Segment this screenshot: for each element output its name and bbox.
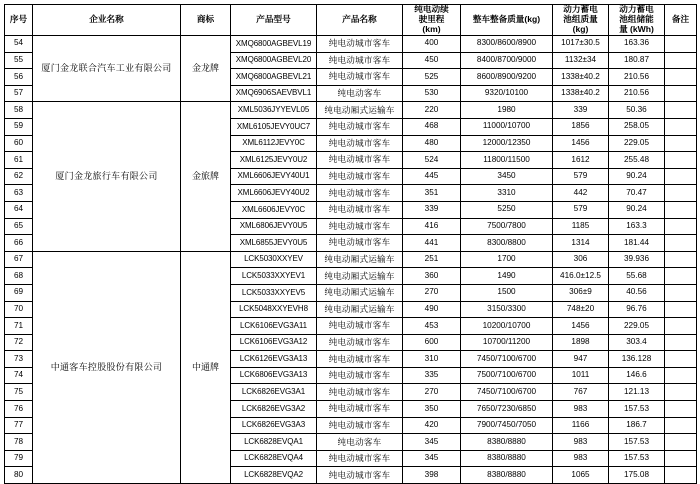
cell-index: 67 [5, 251, 33, 268]
cell-range: 270 [403, 284, 461, 301]
cell-product-name: 纯电动城市客车 [317, 36, 403, 53]
cell-range: 270 [403, 384, 461, 401]
cell-model: XML6105JEVY0UC7 [231, 118, 317, 135]
cell-range: 251 [403, 251, 461, 268]
cell-product-name: 纯电动城市客车 [317, 450, 403, 467]
cell-range: 525 [403, 69, 461, 86]
cell-curb-mass: 8300/8600/8900 [461, 36, 553, 53]
cell-range: 350 [403, 401, 461, 418]
cell-curb-mass: 8380/8880 [461, 467, 553, 484]
cell-battery-mass: 1166 [553, 417, 609, 434]
cell-range: 310 [403, 351, 461, 368]
cell-battery-mass: 306±9 [553, 284, 609, 301]
cell-remark [665, 69, 697, 86]
header-battery-energy-line3: 量 (kWh) [619, 23, 654, 34]
cell-battery-mass: 1456 [553, 135, 609, 152]
cell-product-name: 纯电动城市客车 [317, 168, 403, 185]
cell-remark [665, 218, 697, 235]
cell-product-name: 纯电动城市客车 [317, 318, 403, 335]
cell-range: 220 [403, 102, 461, 119]
cell-battery-energy: 181.44 [609, 235, 665, 252]
cell-remark [665, 401, 697, 418]
cell-remark [665, 251, 697, 268]
cell-remark [665, 467, 697, 484]
cell-range: 335 [403, 367, 461, 384]
cell-index: 68 [5, 268, 33, 285]
cell-battery-mass: 339 [553, 102, 609, 119]
cell-remark [665, 417, 697, 434]
header-battery-mass-line3: (kg) [572, 23, 589, 34]
cell-model: LCK6828EVQA2 [231, 467, 317, 484]
cell-index: 59 [5, 118, 33, 135]
cell-curb-mass: 8300/8800 [461, 235, 553, 252]
cell-battery-energy: 157.53 [609, 450, 665, 467]
table-row [5, 36, 697, 53]
cell-range: 530 [403, 85, 461, 102]
cell-battery-mass: 983 [553, 434, 609, 451]
table-row [5, 251, 697, 268]
cell-model: XML6606JEVY40U2 [231, 185, 317, 202]
cell-curb-mass: 1490 [461, 268, 553, 285]
cell-remark [665, 367, 697, 384]
cell-index: 63 [5, 185, 33, 202]
cell-remark [665, 351, 697, 368]
cell-battery-mass: 947 [553, 351, 609, 368]
cell-product-name: 纯电动城市客车 [317, 201, 403, 218]
cell-battery-energy: 255.48 [609, 152, 665, 169]
cell-product-name: 纯电动客车 [317, 85, 403, 102]
cell-remark [665, 152, 697, 169]
cell-range: 345 [403, 450, 461, 467]
cell-curb-mass: 10700/11200 [461, 334, 553, 351]
cell-battery-mass: 1338±40.2 [553, 85, 609, 102]
header-battery-mass-line1: 动力蓄电 [563, 4, 598, 15]
cell-battery-energy: 90.24 [609, 201, 665, 218]
cell-curb-mass: 1700 [461, 251, 553, 268]
cell-range: 420 [403, 417, 461, 434]
cell-company: 厦门金龙旅行车有限公司 [33, 102, 181, 251]
cell-battery-mass: 306 [553, 251, 609, 268]
cell-range: 453 [403, 318, 461, 335]
cell-brand: 金旅牌 [181, 102, 231, 251]
cell-range: 400 [403, 36, 461, 53]
cell-model: LCK6826EVG3A3 [231, 417, 317, 434]
cell-battery-mass: 1132±34 [553, 52, 609, 69]
header-battery-mass [553, 5, 609, 36]
cell-model: XML6606JEVY40U1 [231, 168, 317, 185]
cell-curb-mass: 11800/11500 [461, 152, 553, 169]
cell-battery-mass: 1856 [553, 118, 609, 135]
cell-battery-energy: 186.7 [609, 417, 665, 434]
cell-index: 69 [5, 284, 33, 301]
cell-product-name: 纯电动厢式运输车 [317, 251, 403, 268]
cell-model: XMQ6800AGBEVL19 [231, 36, 317, 53]
cell-range: 445 [403, 168, 461, 185]
cell-battery-energy: 136.128 [609, 351, 665, 368]
cell-battery-mass: 1612 [553, 152, 609, 169]
cell-curb-mass: 3310 [461, 185, 553, 202]
cell-index: 80 [5, 467, 33, 484]
cell-curb-mass: 8380/8880 [461, 450, 553, 467]
cell-index: 65 [5, 218, 33, 235]
cell-remark [665, 36, 697, 53]
cell-battery-energy: 96.76 [609, 301, 665, 318]
cell-index: 78 [5, 434, 33, 451]
cell-curb-mass: 3150/3300 [461, 301, 553, 318]
table-row [5, 102, 697, 119]
cell-remark [665, 434, 697, 451]
cell-index: 71 [5, 318, 33, 335]
cell-battery-energy: 163.3 [609, 218, 665, 235]
cell-model: LCK5033XXYEV5 [231, 284, 317, 301]
header-range-line2: 驶里程 [418, 14, 445, 25]
cell-remark [665, 235, 697, 252]
cell-battery-energy: 229.05 [609, 135, 665, 152]
cell-battery-mass: 1456 [553, 318, 609, 335]
cell-battery-energy: 40.56 [609, 284, 665, 301]
cell-model: XMQ6800AGBEVL20 [231, 52, 317, 69]
table-header-row [5, 5, 697, 36]
cell-range: 351 [403, 185, 461, 202]
cell-model: XMQ6906SAEVBVL1 [231, 85, 317, 102]
cell-battery-mass: 748±20 [553, 301, 609, 318]
cell-product-name: 纯电动城市客车 [317, 135, 403, 152]
cell-curb-mass: 7450/7100/6700 [461, 351, 553, 368]
cell-index: 64 [5, 201, 33, 218]
cell-model: LCK6126EVG3A13 [231, 351, 317, 368]
table-header [5, 5, 697, 36]
cell-curb-mass: 7450/7100/6700 [461, 384, 553, 401]
cell-battery-energy: 303.4 [609, 334, 665, 351]
cell-curb-mass: 7650/7230/6850 [461, 401, 553, 418]
cell-range: 524 [403, 152, 461, 169]
cell-index: 54 [5, 36, 33, 53]
cell-remark [665, 318, 697, 335]
cell-battery-mass: 983 [553, 401, 609, 418]
cell-remark [665, 334, 697, 351]
cell-battery-energy: 157.53 [609, 401, 665, 418]
cell-range: 360 [403, 268, 461, 285]
cell-index: 77 [5, 417, 33, 434]
cell-battery-energy: 121.13 [609, 384, 665, 401]
cell-model: XML6855JEVY0U5 [231, 235, 317, 252]
cell-brand: 中通牌 [181, 251, 231, 483]
cell-range: 416 [403, 218, 461, 235]
cell-remark [665, 185, 697, 202]
cell-product-name: 纯电动厢式运输车 [317, 301, 403, 318]
cell-model: LCK5030XXYEV [231, 251, 317, 268]
cell-product-name: 纯电动城市客车 [317, 351, 403, 368]
cell-battery-mass: 1898 [553, 334, 609, 351]
cell-curb-mass: 11000/10700 [461, 118, 553, 135]
cell-model: LCK6806EVG3A13 [231, 367, 317, 384]
cell-remark [665, 268, 697, 285]
cell-curb-mass: 5250 [461, 201, 553, 218]
cell-remark [665, 384, 697, 401]
cell-battery-energy: 210.56 [609, 69, 665, 86]
cell-curb-mass: 1500 [461, 284, 553, 301]
cell-curb-mass: 8600/8900/9200 [461, 69, 553, 86]
cell-remark [665, 52, 697, 69]
vehicle-spec-table [4, 4, 697, 484]
cell-battery-mass: 1017±30.5 [553, 36, 609, 53]
header-model: 产品型号 [231, 5, 317, 36]
header-battery-energy [609, 5, 665, 36]
cell-product-name: 纯电动城市客车 [317, 185, 403, 202]
cell-battery-energy: 163.36 [609, 36, 665, 53]
cell-battery-energy: 175.08 [609, 467, 665, 484]
cell-battery-energy: 229.05 [609, 318, 665, 335]
cell-model: XMQ6800AGBEVL21 [231, 69, 317, 86]
cell-product-name: 纯电动城市客车 [317, 417, 403, 434]
cell-model: XML6606JEVY0C [231, 201, 317, 218]
cell-battery-mass: 1314 [553, 235, 609, 252]
cell-battery-energy: 258.05 [609, 118, 665, 135]
cell-product-name: 纯电动城市客车 [317, 367, 403, 384]
cell-battery-energy: 146.6 [609, 367, 665, 384]
cell-product-name: 纯电动厢式运输车 [317, 268, 403, 285]
cell-curb-mass: 8400/8700/9000 [461, 52, 553, 69]
cell-product-name: 纯电动城市客车 [317, 152, 403, 169]
cell-battery-energy: 70.47 [609, 185, 665, 202]
cell-model: LCK6828EVQA4 [231, 450, 317, 467]
cell-range: 450 [403, 52, 461, 69]
header-battery-energy-line1: 动力蓄电 [619, 4, 654, 15]
cell-range: 600 [403, 334, 461, 351]
header-product-name: 产品名称 [317, 5, 403, 36]
cell-remark [665, 301, 697, 318]
cell-range: 480 [403, 135, 461, 152]
cell-index: 70 [5, 301, 33, 318]
cell-product-name: 纯电动城市客车 [317, 52, 403, 69]
cell-product-name: 纯电动城市客车 [317, 218, 403, 235]
cell-remark [665, 135, 697, 152]
cell-curb-mass: 8380/8880 [461, 434, 553, 451]
cell-model: XML6112JEVY0C [231, 135, 317, 152]
header-index: 序号 [5, 5, 33, 36]
cell-curb-mass: 7900/7450/7050 [461, 417, 553, 434]
header-range-line1: 纯电动续 [414, 4, 449, 15]
cell-index: 75 [5, 384, 33, 401]
cell-range: 398 [403, 467, 461, 484]
cell-curb-mass: 12000/12350 [461, 135, 553, 152]
cell-remark [665, 284, 697, 301]
cell-index: 74 [5, 367, 33, 384]
cell-battery-mass: 983 [553, 450, 609, 467]
header-brand: 商标 [181, 5, 231, 36]
cell-product-name: 纯电动城市客车 [317, 384, 403, 401]
cell-curb-mass: 1980 [461, 102, 553, 119]
cell-product-name: 纯电动城市客车 [317, 467, 403, 484]
header-curb-mass: 整车整备质量(kg) [461, 5, 553, 36]
cell-battery-mass: 1065 [553, 467, 609, 484]
cell-index: 73 [5, 351, 33, 368]
cell-curb-mass: 7500/7100/6700 [461, 367, 553, 384]
cell-brand: 金龙牌 [181, 36, 231, 102]
cell-battery-energy: 55.68 [609, 268, 665, 285]
header-range [403, 5, 461, 36]
cell-index: 57 [5, 85, 33, 102]
cell-index: 60 [5, 135, 33, 152]
cell-range: 441 [403, 235, 461, 252]
cell-battery-mass: 1185 [553, 218, 609, 235]
header-battery-energy-line2: 池组储能 [619, 14, 654, 25]
cell-product-name: 纯电动城市客车 [317, 334, 403, 351]
header-remark: 备注 [665, 5, 697, 36]
cell-curb-mass: 10200/10700 [461, 318, 553, 335]
cell-model: XML6125JEVY0U2 [231, 152, 317, 169]
cell-battery-energy: 157.53 [609, 434, 665, 451]
cell-index: 62 [5, 168, 33, 185]
cell-model: LCK6106EVG3A11 [231, 318, 317, 335]
cell-product-name: 纯电动城市客车 [317, 235, 403, 252]
table-body [5, 36, 697, 484]
header-battery-mass-line2: 池组质量 [563, 14, 598, 25]
cell-range: 345 [403, 434, 461, 451]
cell-index: 66 [5, 235, 33, 252]
cell-battery-mass: 416.0±12.5 [553, 268, 609, 285]
cell-remark [665, 118, 697, 135]
cell-model: LCK5048XXYEVH8 [231, 301, 317, 318]
cell-index: 58 [5, 102, 33, 119]
header-company: 企业名称 [33, 5, 181, 36]
cell-curb-mass: 9320/10100 [461, 85, 553, 102]
cell-remark [665, 168, 697, 185]
cell-range: 468 [403, 118, 461, 135]
cell-remark [665, 450, 697, 467]
cell-curb-mass: 3450 [461, 168, 553, 185]
cell-battery-mass: 442 [553, 185, 609, 202]
cell-battery-mass: 767 [553, 384, 609, 401]
cell-index: 61 [5, 152, 33, 169]
cell-battery-mass: 1338±40.2 [553, 69, 609, 86]
cell-model: LCK6826EVG3A1 [231, 384, 317, 401]
header-range-line3: (km) [422, 23, 441, 34]
cell-battery-mass: 1011 [553, 367, 609, 384]
cell-model: LCK6826EVG3A2 [231, 401, 317, 418]
cell-range: 490 [403, 301, 461, 318]
cell-product-name: 纯电动厢式运输车 [317, 102, 403, 119]
cell-product-name: 纯电动客车 [317, 434, 403, 451]
cell-curb-mass: 7500/7800 [461, 218, 553, 235]
cell-product-name: 纯电动城市客车 [317, 118, 403, 135]
cell-product-name: 纯电动城市客车 [317, 401, 403, 418]
cell-index: 76 [5, 401, 33, 418]
cell-index: 56 [5, 69, 33, 86]
cell-model: XML5036JYYEVL05 [231, 102, 317, 119]
cell-index: 55 [5, 52, 33, 69]
cell-range: 339 [403, 201, 461, 218]
cell-battery-energy: 180.87 [609, 52, 665, 69]
cell-battery-energy: 50.36 [609, 102, 665, 119]
cell-product-name: 纯电动厢式运输车 [317, 284, 403, 301]
cell-remark [665, 102, 697, 119]
cell-company: 厦门金龙联合汽车工业有限公司 [33, 36, 181, 102]
cell-model: LCK6106EVG3A12 [231, 334, 317, 351]
cell-remark [665, 85, 697, 102]
cell-company: 中通客车控股股份有限公司 [33, 251, 181, 483]
cell-model: XML6806JEVY0U5 [231, 218, 317, 235]
cell-battery-energy: 39.936 [609, 251, 665, 268]
cell-battery-mass: 579 [553, 201, 609, 218]
cell-index: 72 [5, 334, 33, 351]
cell-battery-energy: 210.56 [609, 85, 665, 102]
cell-battery-mass: 579 [553, 168, 609, 185]
cell-model: LCK6828EVQA1 [231, 434, 317, 451]
cell-battery-energy: 90.24 [609, 168, 665, 185]
cell-product-name: 纯电动城市客车 [317, 69, 403, 86]
cell-model: LCK5033XXYEV1 [231, 268, 317, 285]
cell-index: 79 [5, 450, 33, 467]
cell-remark [665, 201, 697, 218]
